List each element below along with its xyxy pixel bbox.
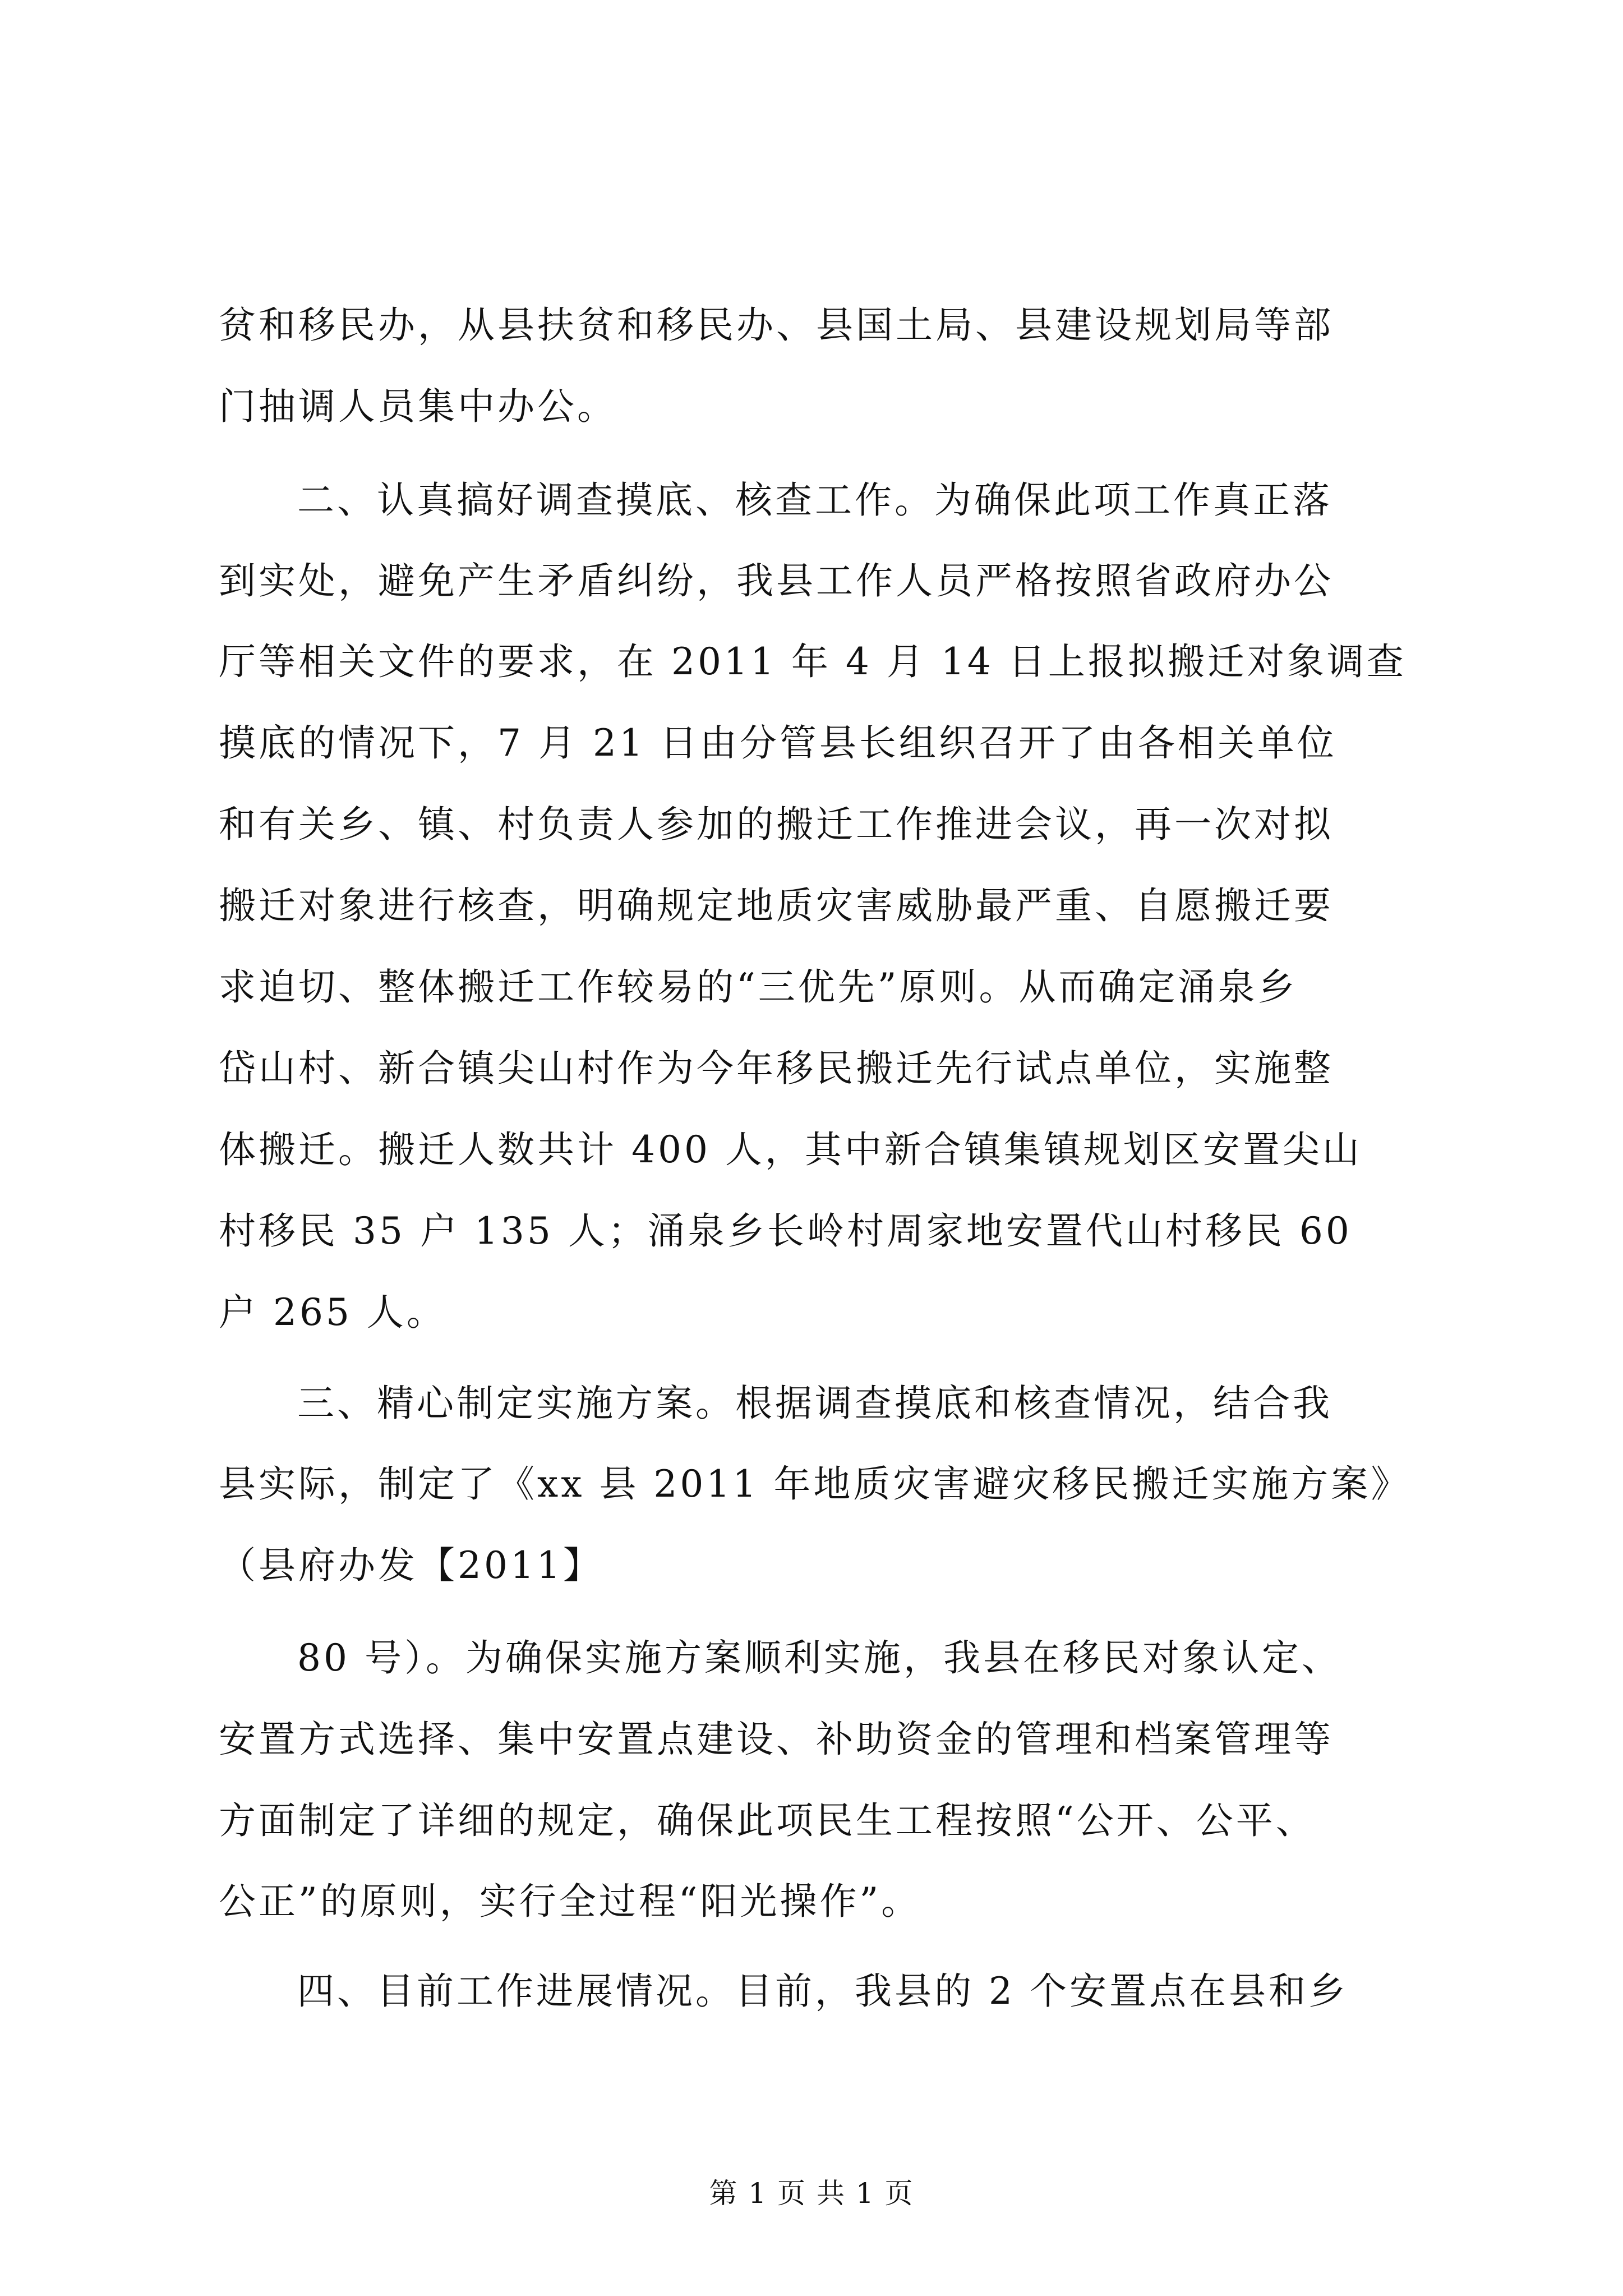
body-line-4: 到实处，避免产生矛盾纠纷，我县工作人员严格按照省政府办公: [219, 559, 1334, 602]
page-number-footer: 第 1 页 共 1 页: [709, 2177, 914, 2210]
body-line-17: 80 号）。为确保实施方案顺利实施，我县在移民对象认定、: [297, 1636, 1341, 1680]
body-line-7: 和有关乡、镇、村负责人参加的搬迁工作推进会议，再一次对拟: [219, 803, 1334, 846]
body-line-8: 搬迁对象进行核查，明确规定地质灾害威胁最严重、自愿搬迁要: [219, 884, 1334, 927]
body-line-6: 摸底的情况下，7 月 21 日由分管县长组织召开了由各相关单位: [219, 721, 1337, 765]
body-line-13: 户 265 人。: [219, 1291, 446, 1334]
body-line-11: 体搬迁。搬迁人数共计 400 人，其中新合镇集镇规划区安置尖山: [219, 1128, 1362, 1171]
body-line-16: （县府办发【2011】: [219, 1544, 603, 1587]
body-line-2: 门抽调人员集中办公。: [219, 385, 617, 428]
body-line-12: 村移民 35 户 135 人；涌泉乡长岭村周家地安置代山村移民 60: [219, 1209, 1352, 1253]
body-line-21: 四、目前工作进展情况。目前，我县的 2 个安置点在县和乡: [297, 1970, 1348, 2013]
body-line-15: 县实际，制定了《xx 县 2011 年地质灾害避灾移民搬迁实施方案》: [219, 1462, 1411, 1506]
body-line-19: 方面制定了详细的规定，确保此项民生工程按照“公开、公平、: [219, 1799, 1316, 1842]
body-line-9: 求迫切、整体搬迁工作较易的“三优先”原则。从而确定涌泉乡: [219, 965, 1298, 1009]
body-line-1: 贫和移民办，从县扶贫和移民办、县国土局、县建设规划局等部: [219, 303, 1334, 347]
body-line-14: 三、精心制定实施方案。根据调查摸底和核查情况，结合我: [297, 1382, 1332, 1425]
body-line-20: 公正”的原则，实行全过程“阳光操作”。: [219, 1880, 921, 1923]
body-line-5: 厅等相关文件的要求，在 2011 年 4 月 14 日上报拟搬迁对象调查: [219, 640, 1407, 683]
body-line-18: 安置方式选择、集中安置点建设、补助资金的管理和档案管理等: [219, 1718, 1334, 1761]
body-line-10: 岱山村、新合镇尖山村作为今年移民搬迁先行试点单位，实施整: [219, 1047, 1334, 1090]
body-line-3: 二、认真搞好调查摸底、核查工作。为确保此项工作真正落: [297, 478, 1332, 522]
